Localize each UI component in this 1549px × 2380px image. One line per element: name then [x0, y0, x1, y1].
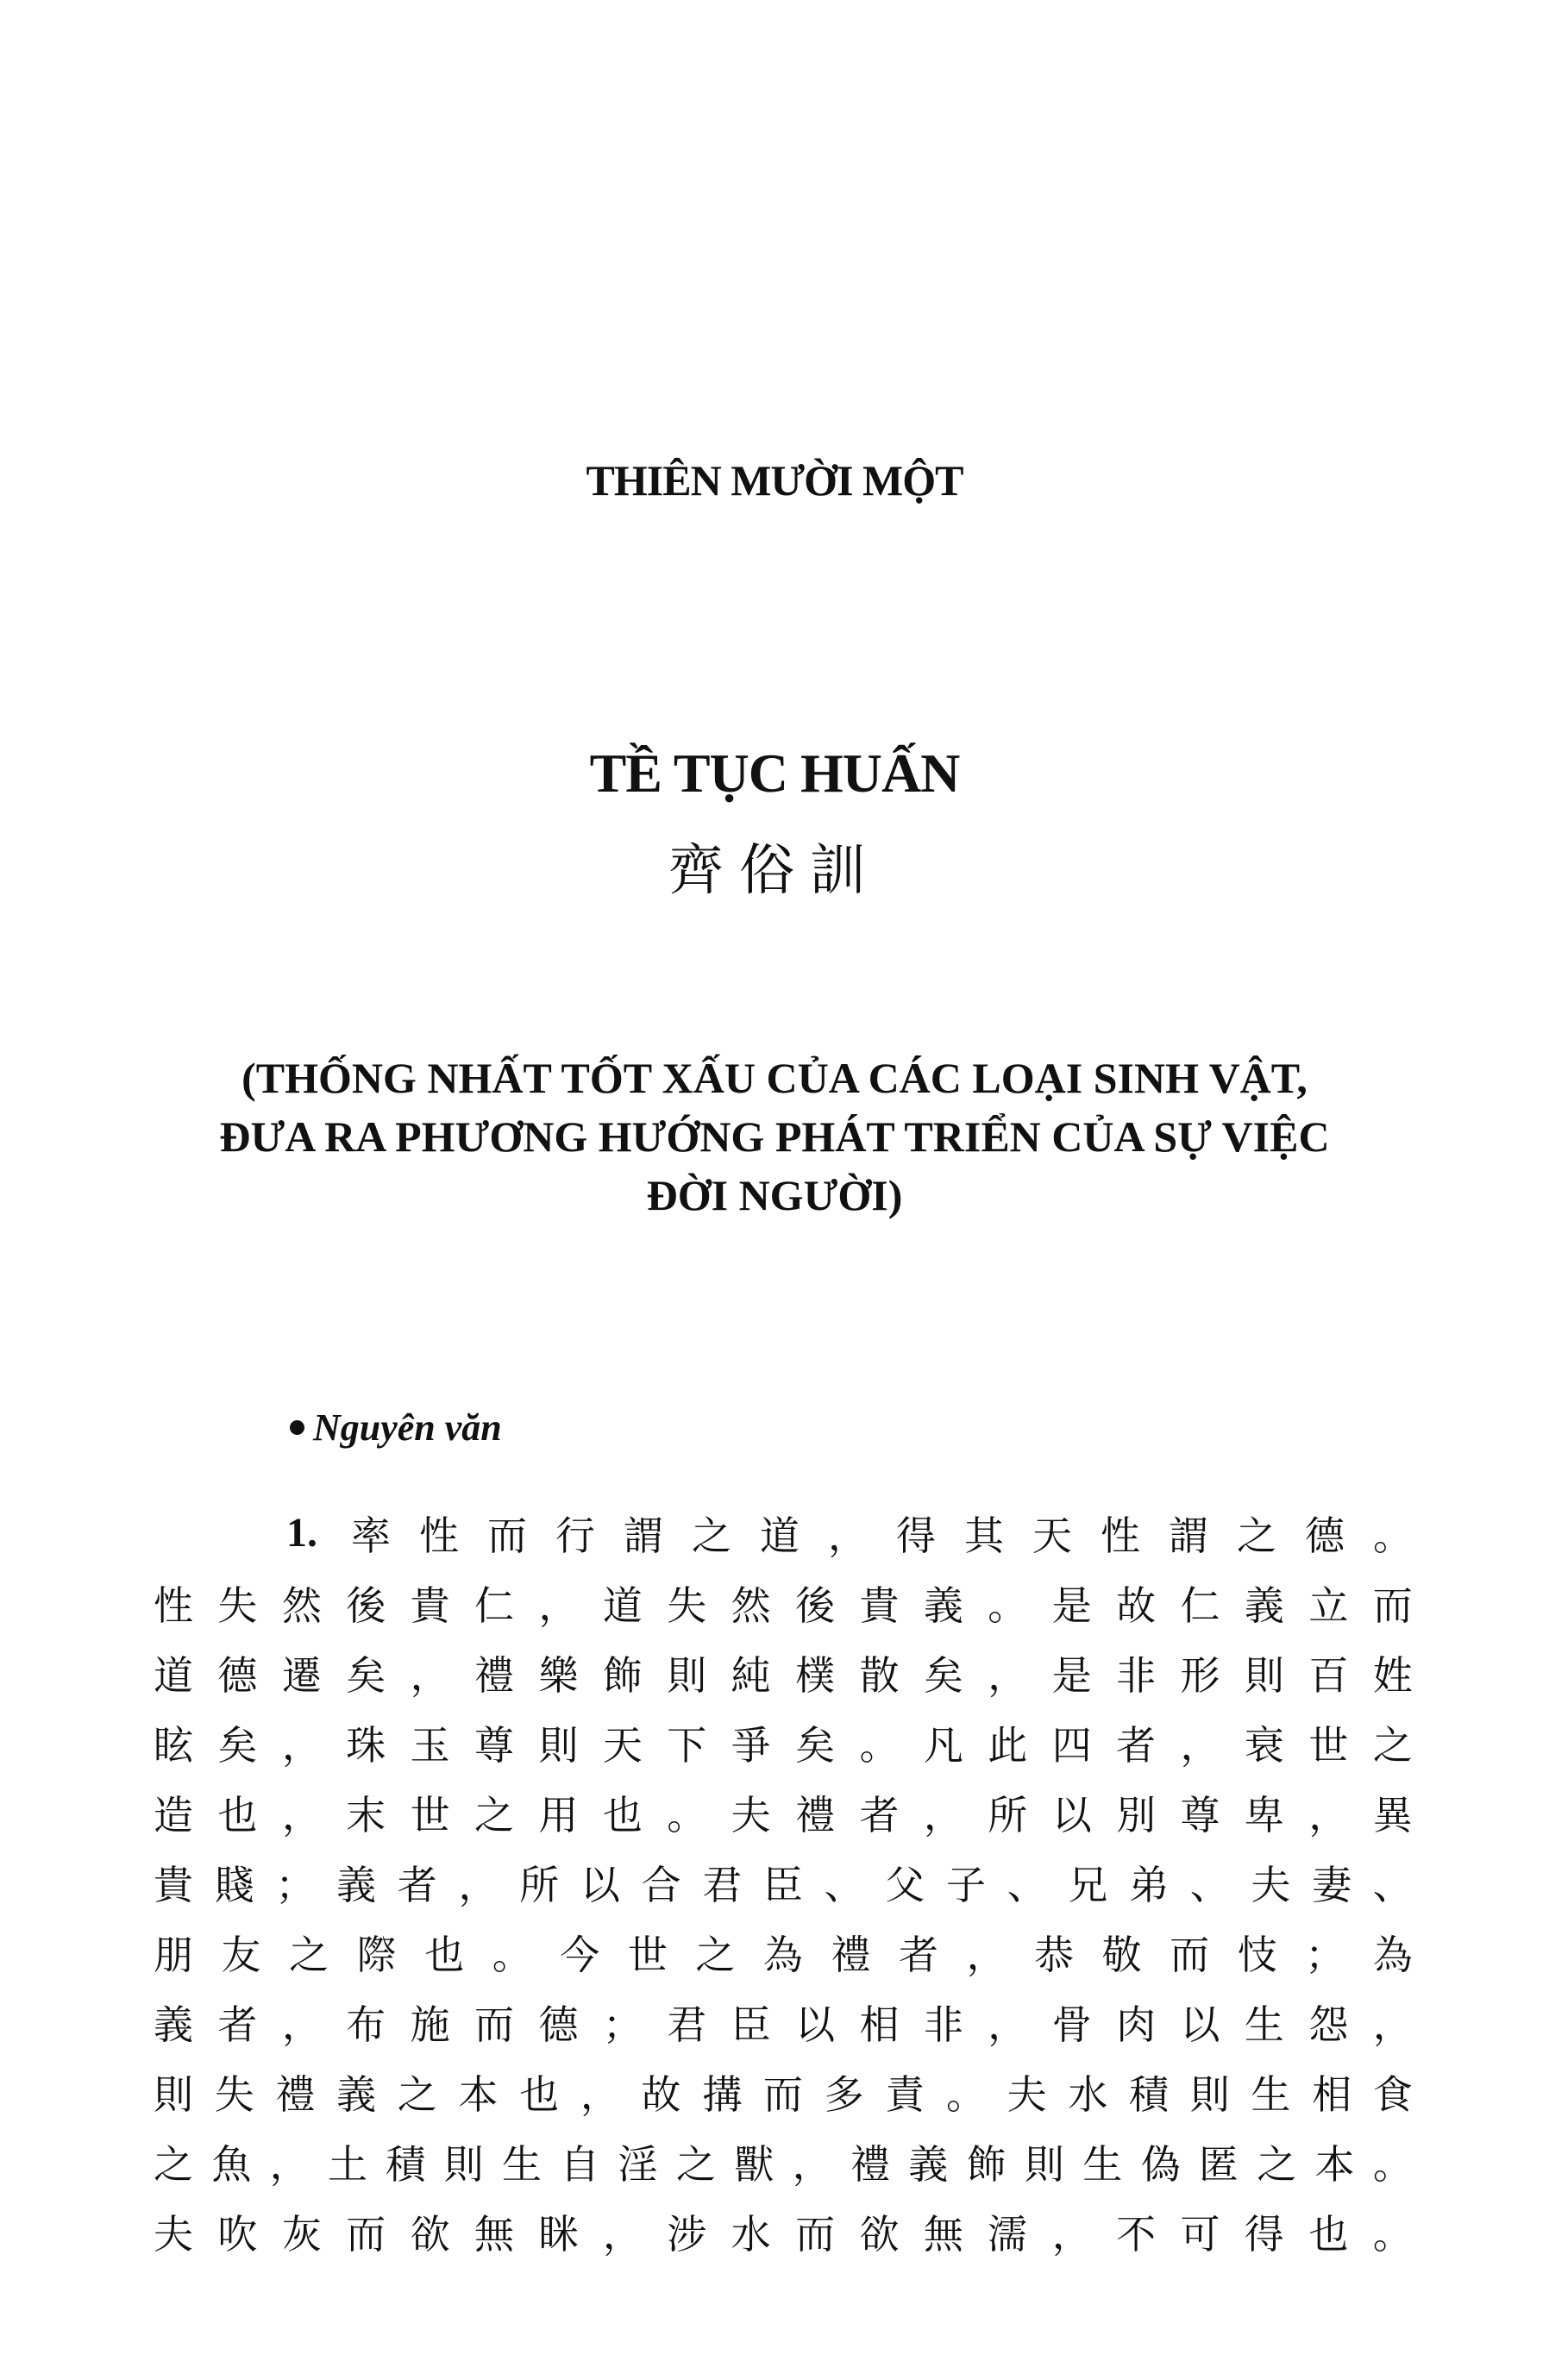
text-character: 水 [1068, 2070, 1108, 2118]
text-character: 飾 [602, 1651, 643, 1699]
text-character: 生 [1082, 2140, 1123, 2188]
text-character: 本 [458, 2070, 499, 2118]
text-character: 形 [1180, 1651, 1220, 1699]
section-label [290, 1406, 502, 1450]
text-character: 尊 [1180, 1791, 1220, 1838]
text-character: 義 [923, 1581, 963, 1629]
text-character: 敬 [1101, 1931, 1142, 1978]
text-character: 子 [945, 1861, 986, 1908]
text-character: 不 [1116, 2210, 1157, 2258]
text-character: 卑 [1244, 1791, 1284, 1838]
text-character: 也 [1308, 2210, 1349, 2258]
text-character: 、 [824, 1861, 864, 1908]
text-character: 下 [667, 1721, 707, 1769]
text-character: 土 [327, 2140, 367, 2188]
text-character: 道 [154, 1651, 193, 1699]
text-character: 夫 [731, 1791, 771, 1838]
text-character: ， [281, 1791, 322, 1838]
text-character: 道 [602, 1581, 643, 1629]
text-character: 性 [419, 1512, 459, 1559]
text-character: 濡 [988, 2210, 1028, 2258]
text-character: 父 [885, 1861, 925, 1908]
text-line [154, 2196, 1413, 2266]
text-character: 搆 [702, 2070, 743, 2118]
text-line [154, 2057, 1413, 2126]
text-character: ， [281, 1721, 322, 1769]
text-character: ， [410, 1651, 450, 1699]
text-character: 是 [1051, 1581, 1092, 1629]
text-character: 無 [923, 2210, 963, 2258]
text-character: 世 [410, 1791, 450, 1838]
text-character: 而 [474, 2001, 515, 2048]
text-character: 義 [908, 2140, 949, 2188]
text-character: 合 [641, 1861, 681, 1908]
text-character: 。 [1373, 1512, 1413, 1559]
text-character: 之 [397, 2070, 437, 2118]
text-character: ， [792, 2140, 832, 2188]
text-character: 恭 [1034, 1931, 1075, 1978]
text-character: 爭 [731, 1721, 771, 1769]
text-character: 所 [519, 1861, 560, 1908]
text-character: 謂 [624, 1512, 663, 1559]
text-character: 則 [538, 1721, 579, 1769]
text-character: 矣 [346, 1651, 386, 1699]
text-character: 多 [824, 2070, 864, 2118]
text-character: 獸 [734, 2140, 774, 2188]
text-character: 者 [1116, 1721, 1157, 1769]
text-character: 之 [154, 2140, 193, 2188]
text-character: 怨 [1308, 2001, 1349, 2048]
text-character: 自 [560, 2140, 600, 2188]
text-character: 義 [1244, 1581, 1284, 1629]
text-character: 際 [356, 1931, 397, 1978]
text-character: 。 [945, 2070, 986, 2118]
text-character: 禮 [795, 1791, 836, 1838]
text-character: 本 [1314, 2140, 1355, 2188]
text-character: ， [828, 1512, 868, 1559]
text-character: 之 [695, 1931, 736, 1978]
text-character: 君 [667, 2001, 707, 2048]
text-character: 妻 [1312, 1861, 1352, 1908]
text-character: 涉 [667, 2210, 707, 2258]
text-character: 食 [1372, 2070, 1413, 2118]
text-character: 生 [501, 2140, 542, 2188]
text-character: 而 [346, 2210, 386, 2258]
text-character: ， [1180, 1721, 1220, 1769]
text-character: 而 [1170, 1931, 1210, 1978]
text-character: 為 [762, 1931, 803, 1978]
text-character: 樸 [795, 1651, 836, 1699]
text-character: 。 [1372, 2140, 1413, 2188]
text-character: 相 [1312, 2070, 1352, 2118]
text-character: 衰 [1244, 1721, 1284, 1769]
text-character: 遷 [281, 1651, 322, 1699]
text-character: 貴 [410, 1581, 450, 1629]
text-character: ， [1308, 1791, 1349, 1838]
text-character: 今 [560, 1931, 600, 1978]
bullet-icon [290, 1420, 304, 1435]
text-character: 之 [474, 1791, 515, 1838]
text-character: 夫 [1007, 2070, 1047, 2118]
text-character: 淫 [618, 2140, 658, 2188]
paragraph-number: 1. [286, 1510, 317, 1556]
text-character: 貴 [154, 1861, 193, 1908]
text-character: 則 [667, 1651, 707, 1699]
text-character: 弟 [1129, 1861, 1169, 1908]
text-character: 布 [346, 2001, 386, 2048]
text-character: 矣 [217, 1721, 258, 1769]
text-character: 灰 [281, 2210, 322, 2258]
text-character: 為 [1372, 1931, 1413, 1978]
text-character: 責 [885, 2070, 925, 2118]
text-character: 生 [1251, 2070, 1291, 2118]
text-character: 仁 [1180, 1581, 1220, 1629]
text-character: ， [538, 1581, 579, 1629]
text-character: 世 [627, 1931, 668, 1978]
text-character: 偽 [1140, 2140, 1181, 2188]
text-character: 則 [1244, 1651, 1284, 1699]
text-character: 德 [1305, 1512, 1345, 1559]
text-character: 欲 [859, 2210, 900, 2258]
text-character: 世 [1308, 1721, 1349, 1769]
text-character: 珠 [346, 1721, 386, 1769]
text-character: 而 [795, 2210, 836, 2258]
text-character: 兄 [1068, 1861, 1108, 1908]
text-character: 所 [988, 1791, 1028, 1838]
text-character: 失 [667, 1581, 707, 1629]
text-character: 則 [1024, 2140, 1064, 2188]
section-label-text: Nguyên văn [313, 1406, 502, 1449]
text-character: 臣 [762, 1861, 803, 1908]
text-character: 以 [580, 1861, 620, 1908]
text-character: 然 [731, 1581, 771, 1629]
text-character: 也 [519, 2070, 560, 2118]
text-character: 施 [410, 2001, 450, 2048]
text-character: 相 [859, 2001, 900, 2048]
text-character: 別 [1116, 1791, 1157, 1838]
text-character: 禮 [831, 1931, 871, 1978]
text-character: ； [602, 2001, 643, 2048]
text-character: 樂 [538, 1651, 579, 1699]
title-chinese: 齊俗訓 [668, 839, 881, 903]
text-character: 君 [702, 1861, 743, 1908]
text-character: 此 [988, 1721, 1028, 1769]
text-character: 然 [281, 1581, 322, 1629]
text-character: 積 [1129, 2070, 1169, 2118]
text-character: 生 [1244, 2001, 1284, 2048]
text-character: 異 [1372, 1791, 1413, 1838]
text-line [154, 1707, 1413, 1777]
text-character: 姓 [1372, 1651, 1413, 1699]
text-character: 欲 [410, 2210, 450, 2258]
text-character: 則 [1189, 2070, 1230, 2118]
text-character: 禮 [275, 2070, 316, 2118]
text-character: 仁 [474, 1581, 515, 1629]
text-character: 率 [351, 1512, 391, 1559]
text-character: ， [1372, 2001, 1413, 2048]
text-character: 之 [1372, 1721, 1413, 1769]
text-character: 故 [641, 2070, 681, 2118]
text-character: 而 [1372, 1581, 1413, 1629]
text-character: 夫 [154, 2210, 193, 2258]
text-character: 矣 [795, 1721, 836, 1769]
text-character: 、 [1372, 1861, 1413, 1908]
text-character: ， [988, 1651, 1028, 1699]
text-character: ， [281, 2001, 322, 2048]
subtitle-line: ĐỜI NGƯỜI) [646, 1171, 903, 1219]
text-character: 散 [859, 1651, 900, 1699]
text-character: 得 [1244, 2210, 1284, 2258]
text-line [154, 1777, 1413, 1847]
text-character: 得 [896, 1512, 936, 1559]
text-line [154, 1987, 1413, 2057]
text-line [154, 1498, 1413, 1568]
classical-text-block [154, 1498, 1413, 2266]
text-character: 魚 [211, 2140, 252, 2188]
subtitle [103, 1049, 1446, 1224]
text-character: 德 [538, 2001, 579, 2048]
text-character: 。 [988, 1581, 1028, 1629]
text-character: 可 [1180, 2210, 1220, 2258]
text-character: 失 [214, 2070, 254, 2118]
text-character: 。 [859, 1721, 900, 1769]
text-character: 吹 [217, 2210, 258, 2258]
text-character: 之 [289, 1931, 329, 1978]
text-character: ， [988, 2001, 1028, 2048]
text-character: 眯 [538, 2210, 579, 2258]
text-character: 夫 [1251, 1861, 1291, 1908]
text-character: 百 [1308, 1651, 1349, 1699]
text-character: 非 [1116, 1651, 1157, 1699]
text-character: 以 [1051, 1791, 1092, 1838]
text-character: 飾 [966, 2140, 1007, 2188]
text-character: 則 [154, 2070, 193, 2118]
text-character: 者 [397, 1861, 437, 1908]
text-character: 則 [443, 2140, 484, 2188]
text-character: 四 [1051, 1721, 1092, 1769]
text-character: 匿 [1198, 2140, 1239, 2188]
text-character: 也 [217, 1791, 258, 1838]
text-character: 。 [1372, 2210, 1413, 2258]
text-character: ， [602, 2210, 643, 2258]
text-character: 也 [424, 1931, 465, 1978]
text-character: 後 [795, 1581, 836, 1629]
text-character: 尊 [474, 1721, 515, 1769]
text-character: 禮 [850, 2140, 890, 2188]
text-character: 以 [1180, 2001, 1220, 2048]
text-line [154, 1847, 1413, 1917]
text-character: 骨 [1051, 2001, 1092, 2048]
text-character: 行 [555, 1512, 595, 1559]
text-line [154, 1568, 1413, 1638]
text-character: 故 [1116, 1581, 1157, 1629]
text-character: 用 [538, 1791, 579, 1838]
text-character: 立 [1308, 1581, 1349, 1629]
text-character: ， [923, 1791, 963, 1838]
text-character: 義 [154, 2001, 193, 2048]
text-character: 貴 [859, 1581, 900, 1629]
text-character: 之 [1257, 2140, 1297, 2188]
text-character: 義 [336, 2070, 377, 2118]
text-character: 水 [731, 2210, 771, 2258]
text-character: 其 [964, 1512, 1004, 1559]
text-line [154, 1917, 1413, 1987]
text-character: 末 [346, 1791, 386, 1838]
text-character: 純 [731, 1651, 771, 1699]
subtitle-line: (THỐNG NHẤT TỐT XẤU CỦA CÁC LOẠI SINH VẬT, [241, 1054, 1308, 1102]
text-character: ； [1305, 1931, 1345, 1978]
text-character: 後 [346, 1581, 386, 1629]
text-character: 肉 [1116, 2001, 1157, 2048]
text-character: 凡 [923, 1721, 963, 1769]
text-character: 無 [474, 2210, 515, 2258]
title-vietnamese: TỀ TỤC HUẤN [589, 742, 960, 804]
text-character: 之 [675, 2140, 716, 2188]
text-character: ， [966, 1931, 1007, 1978]
chapter-heading: THIÊN MƯỜI MỘT [586, 456, 963, 504]
text-character: 者 [217, 2001, 258, 2048]
text-character: 、 [1189, 1861, 1230, 1908]
text-character: ， [269, 2140, 310, 2188]
text-character: 性 [154, 1581, 193, 1629]
text-line [154, 2126, 1413, 2196]
text-character: 是 [1051, 1651, 1092, 1699]
text-character: 天 [1032, 1512, 1072, 1559]
text-character: 非 [923, 2001, 963, 2048]
text-character: 。 [492, 1931, 532, 1978]
text-character: 矣 [923, 1651, 963, 1699]
text-character: 忮 [1237, 1931, 1277, 1978]
text-character: 之 [692, 1512, 731, 1559]
text-character: 者 [899, 1931, 939, 1978]
text-character: 臣 [731, 2001, 771, 2048]
text-character: 朋 [154, 1931, 193, 1978]
text-character: ， [1051, 2210, 1092, 2258]
text-character: ； [275, 1861, 316, 1908]
text-character: 者 [859, 1791, 900, 1838]
text-character: 眩 [154, 1721, 193, 1769]
text-character: 造 [154, 1791, 193, 1838]
text-character: 失 [217, 1581, 258, 1629]
text-character: ， [458, 1861, 499, 1908]
text-character: 賤 [214, 1861, 254, 1908]
text-line [154, 1638, 1413, 1707]
text-character: 而 [762, 2070, 803, 2118]
text-character: 謂 [1169, 1512, 1208, 1559]
text-character: 玉 [410, 1721, 450, 1769]
text-character: 道 [760, 1512, 800, 1559]
text-character: 以 [795, 2001, 836, 2048]
text-character: 天 [602, 1721, 643, 1769]
text-character: 也 [602, 1791, 643, 1838]
text-character: 義 [336, 1861, 377, 1908]
text-character: 之 [1237, 1512, 1276, 1559]
subtitle-line: ĐƯA RA PHƯƠNG HƯỚNG PHÁT TRIỂN CỦA SỰ VIỆC [219, 1112, 1330, 1161]
text-character: 性 [1101, 1512, 1140, 1559]
text-character: 而 [487, 1512, 527, 1559]
text-character: 。 [667, 1791, 707, 1838]
text-character: ， [580, 2070, 620, 2118]
text-character: 友 [221, 1931, 261, 1978]
text-character: 德 [217, 1651, 258, 1699]
text-character: 禮 [474, 1651, 515, 1699]
text-character: 、 [1007, 1861, 1047, 1908]
text-character: 積 [386, 2140, 426, 2188]
